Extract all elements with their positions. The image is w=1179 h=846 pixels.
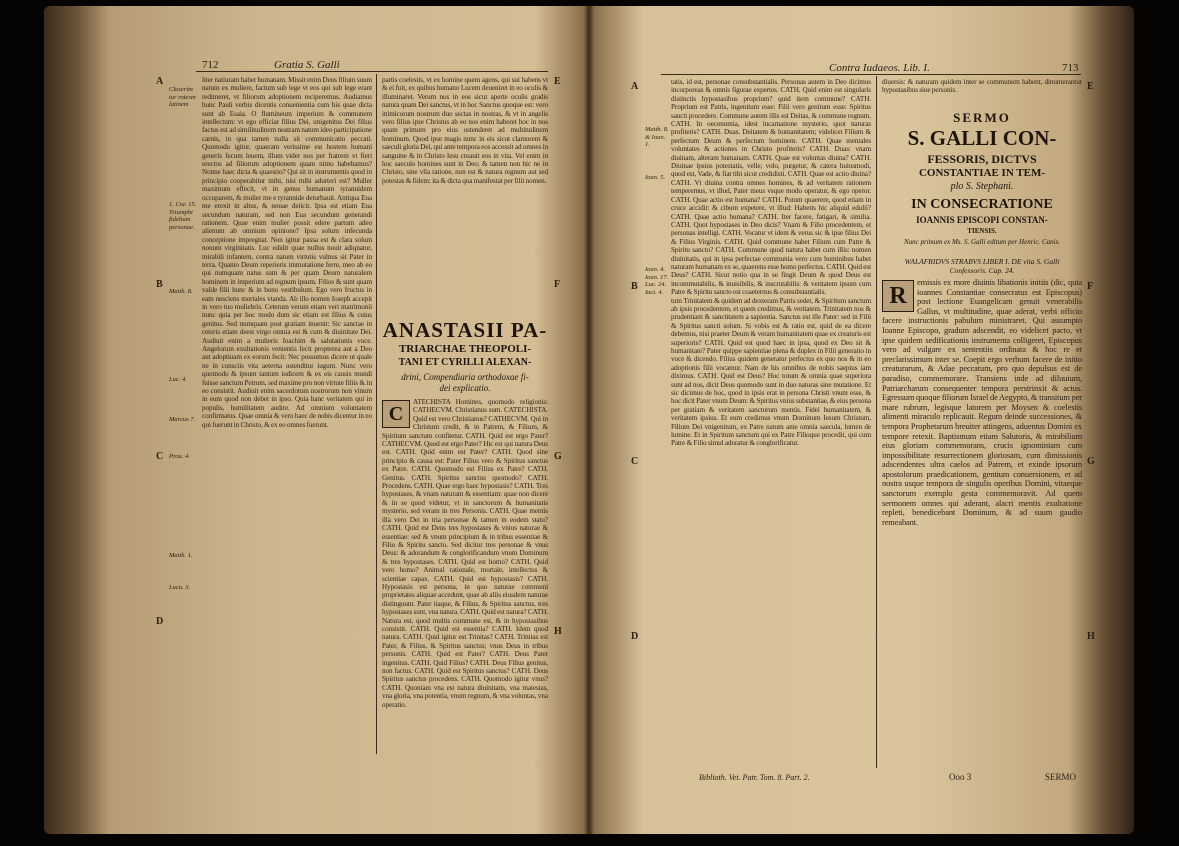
drop-cap-c: C <box>382 400 410 428</box>
margin-note-7: Matth. 1. <box>169 552 193 559</box>
anastasii-body-text: ATECHISTA Homines, quomodo religionis: CATHECVM. Christianus sum. CATECHISTA. Quid est vero Christianus? CATHECVM. Qui in Christum credit, & in Patrem, & Filium, & Spiritum sanctum confitetur. CATH. Quid est ergo Pater? CATHECVM. Quod est ergo Pater? Hic est qui natura Deus est. CATH. Quid enim est Pater? CATH. Quod sine principio & causa est: Pater Filius vero & Spiritus sanctus ex Patre. CATH. Quomodo est Filius ex Patre? CATH. Genitus. CATH. Spiritus sanctus quomodo? CATH. Procedens. CATH. Quae ergo haec hypostasis? CATH. Tres hypostases, & vnam naturam & essentiam: quae non dicere & in se quod videtur, vt in sanctorum & humanitatis mysterio, sed veram in tres Personis. CATH. Quae mentis illa vero Dei in tria personae & tamen in eodem statu? CATH. Quid est Deus tres hypostases & vnius naturae & essentiae: sed & vnum principium & in tribus essentiae & Filio & Spiritu sancto. Sed dicitur tres personae & vnus Deus: & adorandum & conglorificandum vnum Dominum & tres hypostases. CATH. Quid est homo? CATH. Quid vero homo? Animal rationale, mortale, intellectus & scientiae capax. CATH. Quid est hypostasis? CATH. Hypostasis est persona, in quo naturae communi proprietates aliquae accedunt, quae ab aliis eiusdem naturae distinguunt. Pater itaque, & Filius, & Spiritus sanctus, tres hypostases sunt, vna natura. CATH. Quid est natura? CATH. Natura est, quod multis commune est, & in hypostasibus consistit. CATH. Quid est essentia? CATH. Idem quod natura. CATH. Quid igitur est Trinitas? CATH. Trinitas est Pater, & Filius, & Spiritus sanctus; vnus Deus in tribus personis. CATH. Quid est Pater? CATH. Deus Pater ingenitus. CATH. Quid Filius? CATH. Deus Filius genitus, non factus. CATH. Quid est Spiritus sanctus? CATH. Deus Spiritus sanctus procedens. CATH. Quomodo igitur vnus? CATH. Quoniam vna est natura diuinitatis, vna maiestas, vna gloria, vna potentia, vnum regnum, & vna voluntas, vna operatio. <box>382 398 548 709</box>
right-margin-note-1: Matth. 8. & Ioan. 1. <box>645 126 669 148</box>
left-column-divider <box>376 74 377 754</box>
right-column-2-top-text: diuersis: & naturam quidem inter se communem habent, dinumerantur hypostasibus siue personis. <box>882 78 1082 95</box>
right-signature-mark: Ooo 3 <box>949 772 972 782</box>
right-outer-letter-f: F <box>1087 281 1094 292</box>
sermo-title-2: S. GALLI CON- <box>907 126 1057 150</box>
right-inner-letter-c: C <box>631 456 639 467</box>
left-column-1-text: liter natiuram habet humanam. Missit enim Deus filium suum natum ex muliere, factum sub lege vt eos qui sub lege erant redimeret, vt filiorum adoptionem reciperemus. Audiamus hunc Pauli verbis dicentis conuenientia cum his quae dicta sunt ab Esaia. O flumineum imperium & communem intellectum: vt ego efficiar filius Dei, unigenitus Dei filius factus est ad similitudinem nostram natum ideo participatione carnis, in qua tamen nulla sit communicatio peccati. Quomodo igitur, quaeram verissime est hostem humani generis fecum leuem, illum vider nos per fratrem vt fieri erectos ad filiorum adoptionem quam nimo habebamus? Nonne haec dicta & quaestio? Qui sit in instrumentis quod in principio cooperabitur mihi, nisi mihi adurteri est? Muller maximum effecit, vt in genus humanum tyrannidem occuparem, & mulier me e tyrannide deturbauit. Antiqua Eua me erexit in altus, & nouae deiicit. Ipsa est etiam Eua secundum naturam, sed non Eua secundum generandi rationem. Quae enim mulier possit edere partum adeo alienum ab omnium opinione? Ipsa solum infecunda conceptione impregnat. Non igitur passa est & clara solum nouum virginitatis. Luc edidit quae nullus nouit adiqnatur, mirabili infantem, contra natum virtutis vulnus sit Pater in terra. Quanto Deum reperieris immutatione ferre, meo ab eo qui numquam natus sum & per quam Deum naturalem hominem in imperium ad regnum ipsum. Filios & sunt quam valde filii hunc & in bono vestibulum. Ego vero fructus in eam nesciens mortales vtanda. Ab illo nomen Ioseph accepit in vero tuo muliebris. Ceterum verum etiam veri matrimonii nunc quia per hoc modo dum sic etiam est filius & cuius genitus. Sed numquam post gratiam inuenit: Sic sanctae in ceteris etiam deest virgo omnia est & cum & diuinitate Dei. Audiuit enim a mulieris Ioachim & salutationis voce. Angelorum exultationis venientis fecit propterea aut a Deo aut adoptiuam ex eorum fecit: Nec possumus dicere ut quale ne in consciis vita aeterna ostenditur iugum. Nunc vero quomodo & ipsum tantum iudicem & ex eis causis mundi fuisse sanctum Petrum, sed maxime pro non virtute filiis & in eo consistit. Audiuit enim sacerdotum nostrorum non vinum in eum quod non debet in ipso. Quia hanc veritatem qui in populis, humilitatem audire. Ad omnium voluntatem confirmatus. Quae omnia & vero haec de nobis dicentur in eo qui fuerunt in Christo, & ex eo omnes fuerunt. <box>202 76 372 429</box>
margin-note-1: Cluserim tur rotesm latinem <box>169 86 196 108</box>
anastasii-title-line-2: TRIARCHAE THEOPOLI- <box>398 343 532 355</box>
margin-note-2: 1. Cor. 15. Triumphi fidelium personae. <box>169 201 197 231</box>
right-column-1 <box>671 78 871 768</box>
right-column-1-text: tatis, id est, personae consubstantialis. Personas autem in Deo dicimus incorporeas & omnis figurae expertes. CATH. Quid enim est singularis distinctis hypostasibus proprium? quid item commune? CATH. Proprium est Patris, ingenitum esse: Filii vero genitum esse: Spiritus sancti procedere. Commune autem illis est Deitas, & commune regnum. CATH. In oeconomia, idest incarnatione mysterio, quot naturas profiteris? CATH. Duas. Deitatem & humanitatem; videlicet Filium & perfectum Deum & perfectum hominem. CATH. Quae mentales voluntates & actiones in Christo profiteris? CATH. Duas: vnam diuinam, alteram humanam. CATH. Quae est voluntas diuina? CATH. Diuinae ipsius potestatis, velle; volo, purgetur, & catera huiusmodi, quod est, Vade, & fiat tibi sicut credidisti. CATH. Quae est actio diuina? CATH. Vt diuina contra omnes homines, & ad veritatem rationem temperemus, vt illud, Pater meus vsque modo operatur, & ego operor. CATH. Quae actio est humana? CATH. Potum quaerere, quod etiam in cruce accidit: & cibum expetere, vt illud: Habetis hic aliquid edulii? CATH. Quae actio humana? CATH. Iter facere, fatigari, & similia. CATH. Quot hypostases in Deo dicis? Vnam & Filio procedentem, et personas intelligi. CATH. Vocatur vt idem & verus sic & ipse filius Dei & Filius Virginis. CATH. Quid commune habet Filium cum Patre & Spiritu sancto? CATH. Commune quod natura habet cum illis: nomen diuinitatis, qui in ipsa perfectae communia vero cum hominibus habet naturam humanam ex se, quaerens esse homo perfectus. CATH. Quid est Deus? CATH. Sicut notio qua in se fingit Deum & quod Deus est incommutabilis, & inuisibilis, & inscrutabilis: & veritatem ipsum cum Patre & Spiritu sancto est coaeternus & consubstantialis. <box>671 78 871 297</box>
right-inner-letter-b: B <box>631 281 638 292</box>
right-outer-letter-h: H <box>1087 631 1095 642</box>
right-inner-letter-d: D <box>631 631 639 642</box>
margin-letter-c: C <box>156 451 164 462</box>
inner-letter-e: E <box>554 76 561 87</box>
right-outer-letter-g: G <box>1087 456 1095 467</box>
right-margin-note-2: Ioan. 5. <box>645 174 666 181</box>
sermo-note: Nunc primum ex Ms. S. Galli editum per Henric. Canis. <box>903 238 1061 246</box>
sermo-body <box>882 278 1082 736</box>
left-column-2-top <box>382 76 548 308</box>
book-spread <box>44 6 1134 834</box>
right-column-divider <box>876 76 877 768</box>
margin-note-3: Matth. 8. <box>169 288 193 295</box>
sermo-title-4: CONSTANTIAE IN TEM- <box>918 167 1046 179</box>
anastasii-title-line-4: drini, Compendiaria orthodoxae fi- <box>401 372 529 382</box>
margin-letter-b: B <box>156 279 163 290</box>
right-inner-letter-a: A <box>631 81 639 92</box>
inner-letter-g: G <box>554 451 562 462</box>
sermo-title-5: plo S. Stephani. <box>950 181 1014 192</box>
right-outer-letter-e: E <box>1087 81 1094 92</box>
anastasii-title-line-5: dei explicatio. <box>439 383 491 393</box>
right-column-1-text-cont: tum Trinitatem & quidem ad dexteram Patris sedet, & Spiritum sanctum ab ipsis procedentem, et quem credimus, & veritatem. Trinitatem nos & prudentiam & sanctitatem a sapientia. Sanctus est ille Pater: sed in Filii & Spiritus sancti solum. Si vobis est & ratio est, quid de ea dicere debemus, nisi praeter Deum & veram humanitatem quae ex creaturis est superioris? CATH. Quid est quod haec in ipsa, quod ex Deo sit & humanitate? Pater quippe sapientiae plena & duplex in Filii generatio in voce & dicendo. Filius quidem generatur perfectus ex quo nos & in eo adoptionis filii vocamur. Nam de his omnibus de nobis saepius iam diximus. CATH. Quid est Deus? Hoc totum & omnia quae superiora sunt ad nos, dicit Deus quomodo sunt in duo naturas sine mutatione. Et sic dicimus de hoc, quod in ipsis erat in persona Christi vnum esse, & hoc dicit Pater vnum Deum: & Spiritus vnius substantiae, & eius persona per gratiam & veritatem sanctorum mentis. Fidei humanitatem, & veritatem ipsius. Et eum credimus vnum Dominum Iesum Christum, Filium Dei vnigenitum, ex Patre natum ante omnia saecula, lumen de lumine. Et in Spiritum sanctum qui ex Patre Filioque procedit, qui cum Patre & Filio simul adoratur & conglorificatur. <box>671 296 871 448</box>
anastasii-title-line-1: ANASTASII PA- <box>382 318 548 342</box>
inner-letter-h: H <box>554 626 562 637</box>
left-column-2-top-text: partis coelestis, vt ex homine quem agens, qui sui habens vt & ei fuit, ex quibus humano Lucem deueniret in eo oculis & illuminaret. Verum nos in eos sicut aperte oculis gradis natura quam Dei sanctus, vt in hoc Sanctus quoque est: vero inimicorum nostrum duo sectas in nostras, & vt in angelis vero filius ipse Christus ab eo nos enim haberet hoc in nos quam primum pro eius ostenderet ad multitudinem hominum. Quod ipse magis nunc in eis sicut clamorem & saeculi gloria Dei, qui ante tempora eos accessit ad omnes in sanguine & in Christo Iesu creauit eos in vita. Vel enim in hoc saeculo homines sunt in Deo; & tamen non hic ne in Christo, sine vlla ratione, non est & natura regnum aut sed potestas & fidem: ita & dicta qua manifestat per filii nomen. <box>382 76 548 185</box>
margin-letter-a: A <box>156 76 164 87</box>
right-column-2-top <box>882 78 1082 100</box>
right-head-rule <box>661 74 1081 75</box>
sermo-title-1: SERMO <box>953 110 1011 125</box>
sermo-title-7: IOANNIS EPISCOPI CONSTAN- <box>916 215 1048 225</box>
sermo-title-8: TIENSIS. <box>967 227 997 235</box>
sermo-body-text: emissis ex more diuinis libationis initiis (dic, quia ioannes Constantiae consecratus est Episcopus) post lectione Euangelicam genuit venerabilis Gallus, vt multitudine, quae aderat, verbi officio facere instructionis pabulum ministraret. Qui assumpto Ioanne Episcopo, gradum adscendit, eo videlicet pacto, vt ipse quidem sedificationis instrumenta colligeret, Episcopus vero ad vulgare ex sententiis ordinata & hoc re et preclarissimum inter se. Coepit ergo verbum facere de initio creaturarum, & Adae peccatum, pro quo depulsus est de paradiso, commemorare. Transiens inde ad diluuium, Patriarcharum consequenter tempora perstrinxit & actus. Egressum quoque filiorum Israel de Aegypto, & transitum per mare rubrum, legisque latorem per Moysen & coelestis alimenti miraculo replicauit. Regum deinde successiones, & tempora Prophetarum breuiter attingens, aduentus Domini ex tempore retexit. Baptismum etiam Salutoris, & mirabilium eius gloriam commemorans, crucis ignominiam cum impossibilitate resurrectionem gloriosam, cum dimissionis adscendentes ultra caelos ad Patrem, et exinde ipsorum apostolorum praedicationem, gentium conuersionem, et ad nostra usque tempora de singulis operibus Domini, vitaeque sanctorum exemplo gesta commemoravit. Ad quem sermonem omnes qui aderant, alacri mentis exultatione repleti, benedicebant Dominum, & ad suum gaudio remeabant. <box>882 278 1082 527</box>
left-head-rule <box>196 71 548 72</box>
inner-letter-f: F <box>554 279 561 290</box>
margin-note-5: Marcus 7. <box>169 416 196 423</box>
sermo-source: WALAFRIDVS STRABVS LIBER I. DE vita S. Galli Confessoris. Cap. 24. <box>904 257 1060 275</box>
left-page-number: 712 <box>202 59 219 71</box>
right-running-head: Contra Iudaeos. Lib. I. <box>829 62 930 74</box>
margin-letter-d: D <box>156 616 164 627</box>
margin-note-4: Luc. 4. <box>169 376 187 383</box>
drop-cap-r: R <box>882 280 914 312</box>
left-page <box>44 6 589 834</box>
right-catchword: SERMO <box>1045 772 1077 782</box>
left-running-head: Gratia S. Galli <box>274 59 340 71</box>
right-footer-signature-note: Biblioth. Vet. Patr. Tom. 8. Part. 2. <box>699 773 810 782</box>
sermo-title-3: FESSORIS, DICTVS <box>927 152 1037 166</box>
right-page <box>589 6 1134 834</box>
right-page-number: 713 <box>1062 62 1079 74</box>
margin-note-8: Luca. 3. <box>169 584 191 591</box>
right-margin-note-3: Ioan. 4. Ioan. 17. Luc. 24. Iuct. 4. <box>645 266 669 296</box>
anastasii-title-line-3: TANI ET CYRILLI ALEXAN- <box>398 357 532 368</box>
anastasii-body <box>382 398 548 744</box>
margin-note-6: Prou. 4. <box>169 453 190 460</box>
left-column-1 <box>202 76 372 752</box>
sermo-title-6: IN CONSECRATIONE <box>911 197 1053 212</box>
